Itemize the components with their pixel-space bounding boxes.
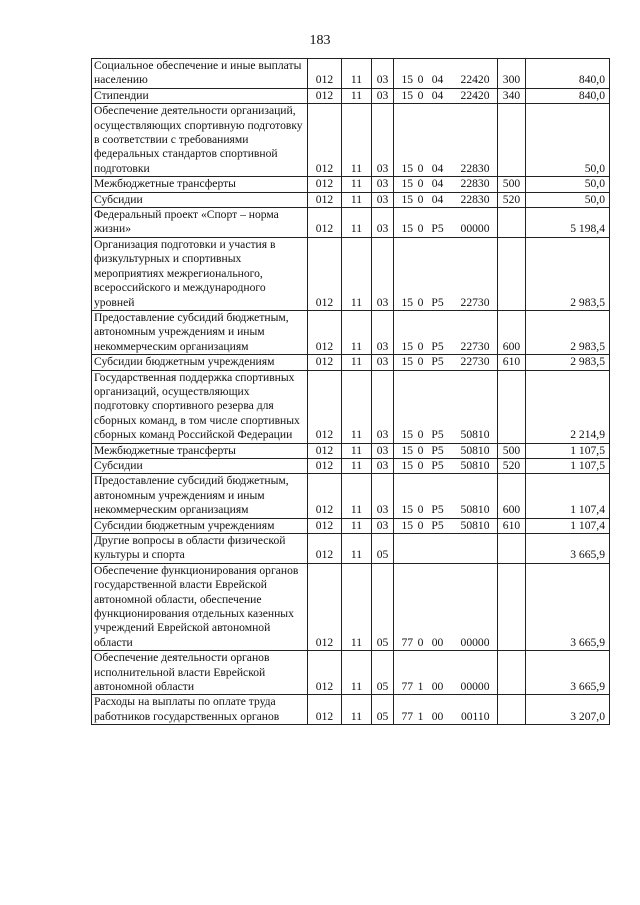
subsection-code-cell: 05 xyxy=(372,651,394,695)
expense-name-cell: Другие вопросы в области физической культуры и спорта xyxy=(92,534,308,564)
target-article-code xyxy=(402,193,490,207)
table-row xyxy=(92,310,610,354)
section-code-cell: 11 xyxy=(342,458,372,473)
amount-cell: 5 198,4 xyxy=(526,208,610,238)
target-article-cell xyxy=(394,177,498,192)
expense-type-cell: 300 xyxy=(498,59,526,89)
target-article-cell xyxy=(394,355,498,370)
expense-name-cell: Расходы на выплаты по оплате труда работников государственных органов xyxy=(92,695,308,725)
subsection-code-cell: 03 xyxy=(372,104,394,177)
target-article-part: 22420 xyxy=(460,88,490,102)
subsection-code-cell: 03 xyxy=(372,310,394,354)
target-article-cell xyxy=(394,458,498,473)
target-article-cell xyxy=(394,563,498,650)
target-article-part: 0 xyxy=(417,635,424,649)
expense-type-cell: 500 xyxy=(498,177,526,192)
target-article-part: 15 xyxy=(401,458,414,472)
table-row xyxy=(92,518,610,533)
target-article-part: 04 xyxy=(431,88,444,102)
subsection-code-cell: 03 xyxy=(372,192,394,207)
target-article-part: 22830 xyxy=(460,161,490,175)
section-code-cell: 11 xyxy=(342,474,372,518)
target-article-part: 0 xyxy=(417,73,424,87)
target-article-part: 00 xyxy=(431,635,444,649)
target-article-part: 04 xyxy=(431,161,444,175)
table-row xyxy=(92,104,610,177)
table-row xyxy=(92,695,610,725)
amount-cell: 1 107,5 xyxy=(526,458,610,473)
budget-table xyxy=(91,58,610,725)
target-article-code xyxy=(402,710,490,724)
target-article-cell xyxy=(394,534,498,564)
target-article-part: 77 xyxy=(401,680,414,694)
subsection-code-cell: 03 xyxy=(372,237,394,310)
target-article-part: 00000 xyxy=(460,222,490,236)
amount-cell: 1 107,5 xyxy=(526,443,610,458)
target-article-part: 0 xyxy=(417,339,424,353)
section-code-cell: 11 xyxy=(342,104,372,177)
ministry-code-cell: 012 xyxy=(308,443,342,458)
section-code-cell: 11 xyxy=(342,88,372,103)
ministry-code-cell: 012 xyxy=(308,237,342,310)
target-article-part: P5 xyxy=(431,428,444,442)
target-article-part: 50810 xyxy=(460,443,490,457)
target-article-cell xyxy=(394,474,498,518)
expense-type-cell xyxy=(498,208,526,238)
target-article-part: 15 xyxy=(401,503,414,517)
amount-cell: 1 107,4 xyxy=(526,474,610,518)
target-article-part: 15 xyxy=(401,443,414,457)
expense-name-cell: Предоставление субсидий бюджетным, автономным учреждениям и иным некоммерческим организациям xyxy=(92,474,308,518)
target-article-part: 0 xyxy=(417,88,424,102)
target-article-part: P5 xyxy=(431,443,444,457)
amount-cell: 50,0 xyxy=(526,177,610,192)
ministry-code-cell: 012 xyxy=(308,104,342,177)
target-article-part: 50810 xyxy=(460,428,490,442)
target-article-part: 15 xyxy=(401,518,414,532)
target-article-part: 0 xyxy=(417,518,424,532)
ministry-code-cell: 012 xyxy=(308,88,342,103)
table-row xyxy=(92,370,610,443)
target-article-part: P5 xyxy=(431,458,444,472)
amount-cell: 3 665,9 xyxy=(526,651,610,695)
table-row xyxy=(92,237,610,310)
target-article-code xyxy=(402,355,490,369)
section-code-cell: 11 xyxy=(342,563,372,650)
target-article-code xyxy=(402,548,490,562)
ministry-code-cell: 012 xyxy=(308,59,342,89)
expense-name-cell: Федеральный проект «Спорт – норма жизни» xyxy=(92,208,308,238)
expense-name-cell: Субсидии xyxy=(92,192,308,207)
amount-cell: 3 665,9 xyxy=(526,534,610,564)
ministry-code-cell: 012 xyxy=(308,518,342,533)
amount-cell: 2 214,9 xyxy=(526,370,610,443)
target-article-cell xyxy=(394,651,498,695)
target-article-code xyxy=(402,444,490,458)
target-article-part: 77 xyxy=(401,709,414,723)
target-article-part: 0 xyxy=(417,177,424,191)
section-code-cell: 11 xyxy=(342,370,372,443)
expense-name-cell: Организация подготовки и участия в физкультурных и спортивных мероприятиях межрегионального, всероссийского и международного уровней xyxy=(92,237,308,310)
subsection-code-cell: 03 xyxy=(372,518,394,533)
table-row xyxy=(92,563,610,650)
target-article-cell xyxy=(394,237,498,310)
target-article-part: 00000 xyxy=(460,680,490,694)
target-article-part: 15 xyxy=(401,192,414,206)
expense-type-cell xyxy=(498,370,526,443)
expense-name-cell: Государственная поддержка спортивных организаций, осуществляющих подготовку спортивного резерва для сборных команд, в том числе спортивных сборных команд Российской Федерации xyxy=(92,370,308,443)
section-code-cell: 11 xyxy=(342,518,372,533)
target-article-part: 15 xyxy=(401,295,414,309)
subsection-code-cell: 03 xyxy=(372,208,394,238)
amount-cell: 840,0 xyxy=(526,88,610,103)
target-article-cell xyxy=(394,518,498,533)
expense-type-cell: 500 xyxy=(498,443,526,458)
amount-cell: 3 207,0 xyxy=(526,695,610,725)
target-article-code xyxy=(402,296,490,310)
table-row xyxy=(92,88,610,103)
target-article-part: P5 xyxy=(431,518,444,532)
subsection-code-cell: 05 xyxy=(372,563,394,650)
subsection-code-cell: 03 xyxy=(372,370,394,443)
expense-type-cell xyxy=(498,104,526,177)
expense-type-cell: 520 xyxy=(498,458,526,473)
ministry-code-cell: 012 xyxy=(308,695,342,725)
target-article-code xyxy=(402,459,490,473)
target-article-part: P5 xyxy=(431,222,444,236)
subsection-code-cell: 05 xyxy=(372,695,394,725)
ministry-code-cell: 012 xyxy=(308,563,342,650)
target-article-code xyxy=(402,73,490,87)
table-row xyxy=(92,59,610,89)
expense-name-cell: Обеспечение деятельности организаций, осуществляющих спортивную подготовку в соответствии с требованиями федеральных стандартов спортивной подготовки xyxy=(92,104,308,177)
target-article-part: 77 xyxy=(401,635,414,649)
section-code-cell: 11 xyxy=(342,355,372,370)
expense-name-cell: Обеспечение деятельности органов исполнительной власти Еврейской автономной области xyxy=(92,651,308,695)
target-article-code xyxy=(402,177,490,191)
section-code-cell: 11 xyxy=(342,651,372,695)
target-article-code xyxy=(402,162,490,176)
target-article-code xyxy=(402,340,490,354)
expense-name-cell: Субсидии бюджетным учреждениям xyxy=(92,518,308,533)
section-code-cell: 11 xyxy=(342,534,372,564)
expense-name-cell: Межбюджетные трансферты xyxy=(92,177,308,192)
target-article-part: 50810 xyxy=(460,518,490,532)
target-article-cell xyxy=(394,443,498,458)
target-article-part: 1 xyxy=(417,709,424,723)
expense-name-cell: Субсидии xyxy=(92,458,308,473)
target-article-part: 15 xyxy=(401,339,414,353)
section-code-cell: 11 xyxy=(342,59,372,89)
subsection-code-cell: 03 xyxy=(372,59,394,89)
expense-name-cell: Стипендии xyxy=(92,88,308,103)
target-article-part: 15 xyxy=(401,161,414,175)
target-article-part: 22420 xyxy=(460,73,490,87)
amount-cell: 2 983,5 xyxy=(526,237,610,310)
table-row xyxy=(92,458,610,473)
ministry-code-cell: 012 xyxy=(308,651,342,695)
target-article-code xyxy=(402,680,490,694)
target-article-code xyxy=(402,519,490,533)
amount-cell: 840,0 xyxy=(526,59,610,89)
ministry-code-cell: 012 xyxy=(308,310,342,354)
amount-cell: 1 107,4 xyxy=(526,518,610,533)
table-row xyxy=(92,534,610,564)
table-row xyxy=(92,208,610,238)
target-article-part: 0 xyxy=(417,443,424,457)
expense-name-cell: Предоставление субсидий бюджетным, автономным учреждениям и иным некоммерческим организациям xyxy=(92,310,308,354)
target-article-part: 22730 xyxy=(460,355,490,369)
target-article-part: P5 xyxy=(431,355,444,369)
amount-cell: 3 665,9 xyxy=(526,563,610,650)
ministry-code-cell: 012 xyxy=(308,370,342,443)
page-number: 183 xyxy=(309,33,331,48)
target-article-code xyxy=(402,222,490,236)
amount-cell: 50,0 xyxy=(526,104,610,177)
target-article-part: 15 xyxy=(401,73,414,87)
target-article-part: 50810 xyxy=(460,458,490,472)
subsection-code-cell: 03 xyxy=(372,458,394,473)
target-article-part: 22730 xyxy=(460,339,490,353)
target-article-part: P5 xyxy=(431,295,444,309)
target-article-part: 15 xyxy=(401,177,414,191)
target-article-part: 00 xyxy=(431,709,444,723)
target-article-cell xyxy=(394,310,498,354)
subsection-code-cell: 03 xyxy=(372,88,394,103)
target-article-part: 0 xyxy=(417,295,424,309)
target-article-part: 0 xyxy=(417,458,424,472)
subsection-code-cell: 03 xyxy=(372,474,394,518)
expense-type-cell: 610 xyxy=(498,518,526,533)
expense-name-cell: Субсидии бюджетным учреждениям xyxy=(92,355,308,370)
table-row xyxy=(92,192,610,207)
target-article-part: 0 xyxy=(417,161,424,175)
section-code-cell: 11 xyxy=(342,192,372,207)
section-code-cell: 11 xyxy=(342,443,372,458)
target-article-part: 00 xyxy=(431,680,444,694)
target-article-part: 0 xyxy=(417,222,424,236)
target-article-part: 04 xyxy=(431,73,444,87)
target-article-code xyxy=(402,89,490,103)
ministry-code-cell: 012 xyxy=(308,192,342,207)
section-code-cell: 11 xyxy=(342,208,372,238)
target-article-cell xyxy=(394,59,498,89)
target-article-part: P5 xyxy=(431,339,444,353)
expense-type-cell: 600 xyxy=(498,474,526,518)
target-article-part: 0 xyxy=(417,355,424,369)
subsection-code-cell: 03 xyxy=(372,177,394,192)
expense-type-cell xyxy=(498,534,526,564)
table-row xyxy=(92,177,610,192)
target-article-cell xyxy=(394,370,498,443)
target-article-cell xyxy=(394,192,498,207)
target-article-part: 00000 xyxy=(460,635,490,649)
ministry-code-cell: 012 xyxy=(308,177,342,192)
ministry-code-cell: 012 xyxy=(308,474,342,518)
expense-type-cell: 340 xyxy=(498,88,526,103)
expense-type-cell xyxy=(498,651,526,695)
expense-type-cell: 600 xyxy=(498,310,526,354)
ministry-code-cell: 012 xyxy=(308,534,342,564)
ministry-code-cell: 012 xyxy=(308,458,342,473)
table-row xyxy=(92,443,610,458)
section-code-cell: 11 xyxy=(342,695,372,725)
table-row xyxy=(92,474,610,518)
ministry-code-cell: 012 xyxy=(308,208,342,238)
target-article-part: 0 xyxy=(417,503,424,517)
target-article-part: 22730 xyxy=(460,295,490,309)
target-article-part: 15 xyxy=(401,222,414,236)
budget-table-body xyxy=(92,59,610,725)
table-row xyxy=(92,355,610,370)
expense-type-cell xyxy=(498,695,526,725)
target-article-part: 1 xyxy=(417,680,424,694)
target-article-part: P5 xyxy=(431,503,444,517)
target-article-part: 22830 xyxy=(460,192,490,206)
amount-cell: 2 983,5 xyxy=(526,310,610,354)
target-article-part: 00110 xyxy=(460,709,490,723)
expense-name-cell: Обеспечение функционирования органов государственной власти Еврейской автономной области, обеспечение функционирования отдельных казенных учреждений Еврейской автономной области xyxy=(92,563,308,650)
target-article-part: 0 xyxy=(417,192,424,206)
section-code-cell: 11 xyxy=(342,177,372,192)
target-article-part: 04 xyxy=(431,192,444,206)
target-article-code xyxy=(402,428,490,442)
target-article-cell xyxy=(394,695,498,725)
target-article-part: 22830 xyxy=(460,177,490,191)
expense-type-cell xyxy=(498,563,526,650)
target-article-part: 15 xyxy=(401,88,414,102)
target-article-code xyxy=(402,636,490,650)
ministry-code-cell: 012 xyxy=(308,355,342,370)
subsection-code-cell: 03 xyxy=(372,355,394,370)
subsection-code-cell: 03 xyxy=(372,443,394,458)
expense-name-cell: Социальное обеспечение и иные выплаты населению xyxy=(92,59,308,89)
target-article-code xyxy=(402,503,490,517)
amount-cell: 2 983,5 xyxy=(526,355,610,370)
target-article-part: 15 xyxy=(401,355,414,369)
target-article-cell xyxy=(394,88,498,103)
target-article-cell xyxy=(394,208,498,238)
expense-type-cell xyxy=(498,237,526,310)
expense-type-cell: 520 xyxy=(498,192,526,207)
target-article-part: 0 xyxy=(417,428,424,442)
target-article-part: 04 xyxy=(431,177,444,191)
expense-type-cell: 610 xyxy=(498,355,526,370)
target-article-part: 15 xyxy=(401,428,414,442)
subsection-code-cell: 05 xyxy=(372,534,394,564)
expense-name-cell: Межбюджетные трансферты xyxy=(92,443,308,458)
amount-cell: 50,0 xyxy=(526,192,610,207)
target-article-part: 50810 xyxy=(460,503,490,517)
section-code-cell: 11 xyxy=(342,237,372,310)
section-code-cell: 11 xyxy=(342,310,372,354)
table-row xyxy=(92,651,610,695)
target-article-cell xyxy=(394,104,498,177)
